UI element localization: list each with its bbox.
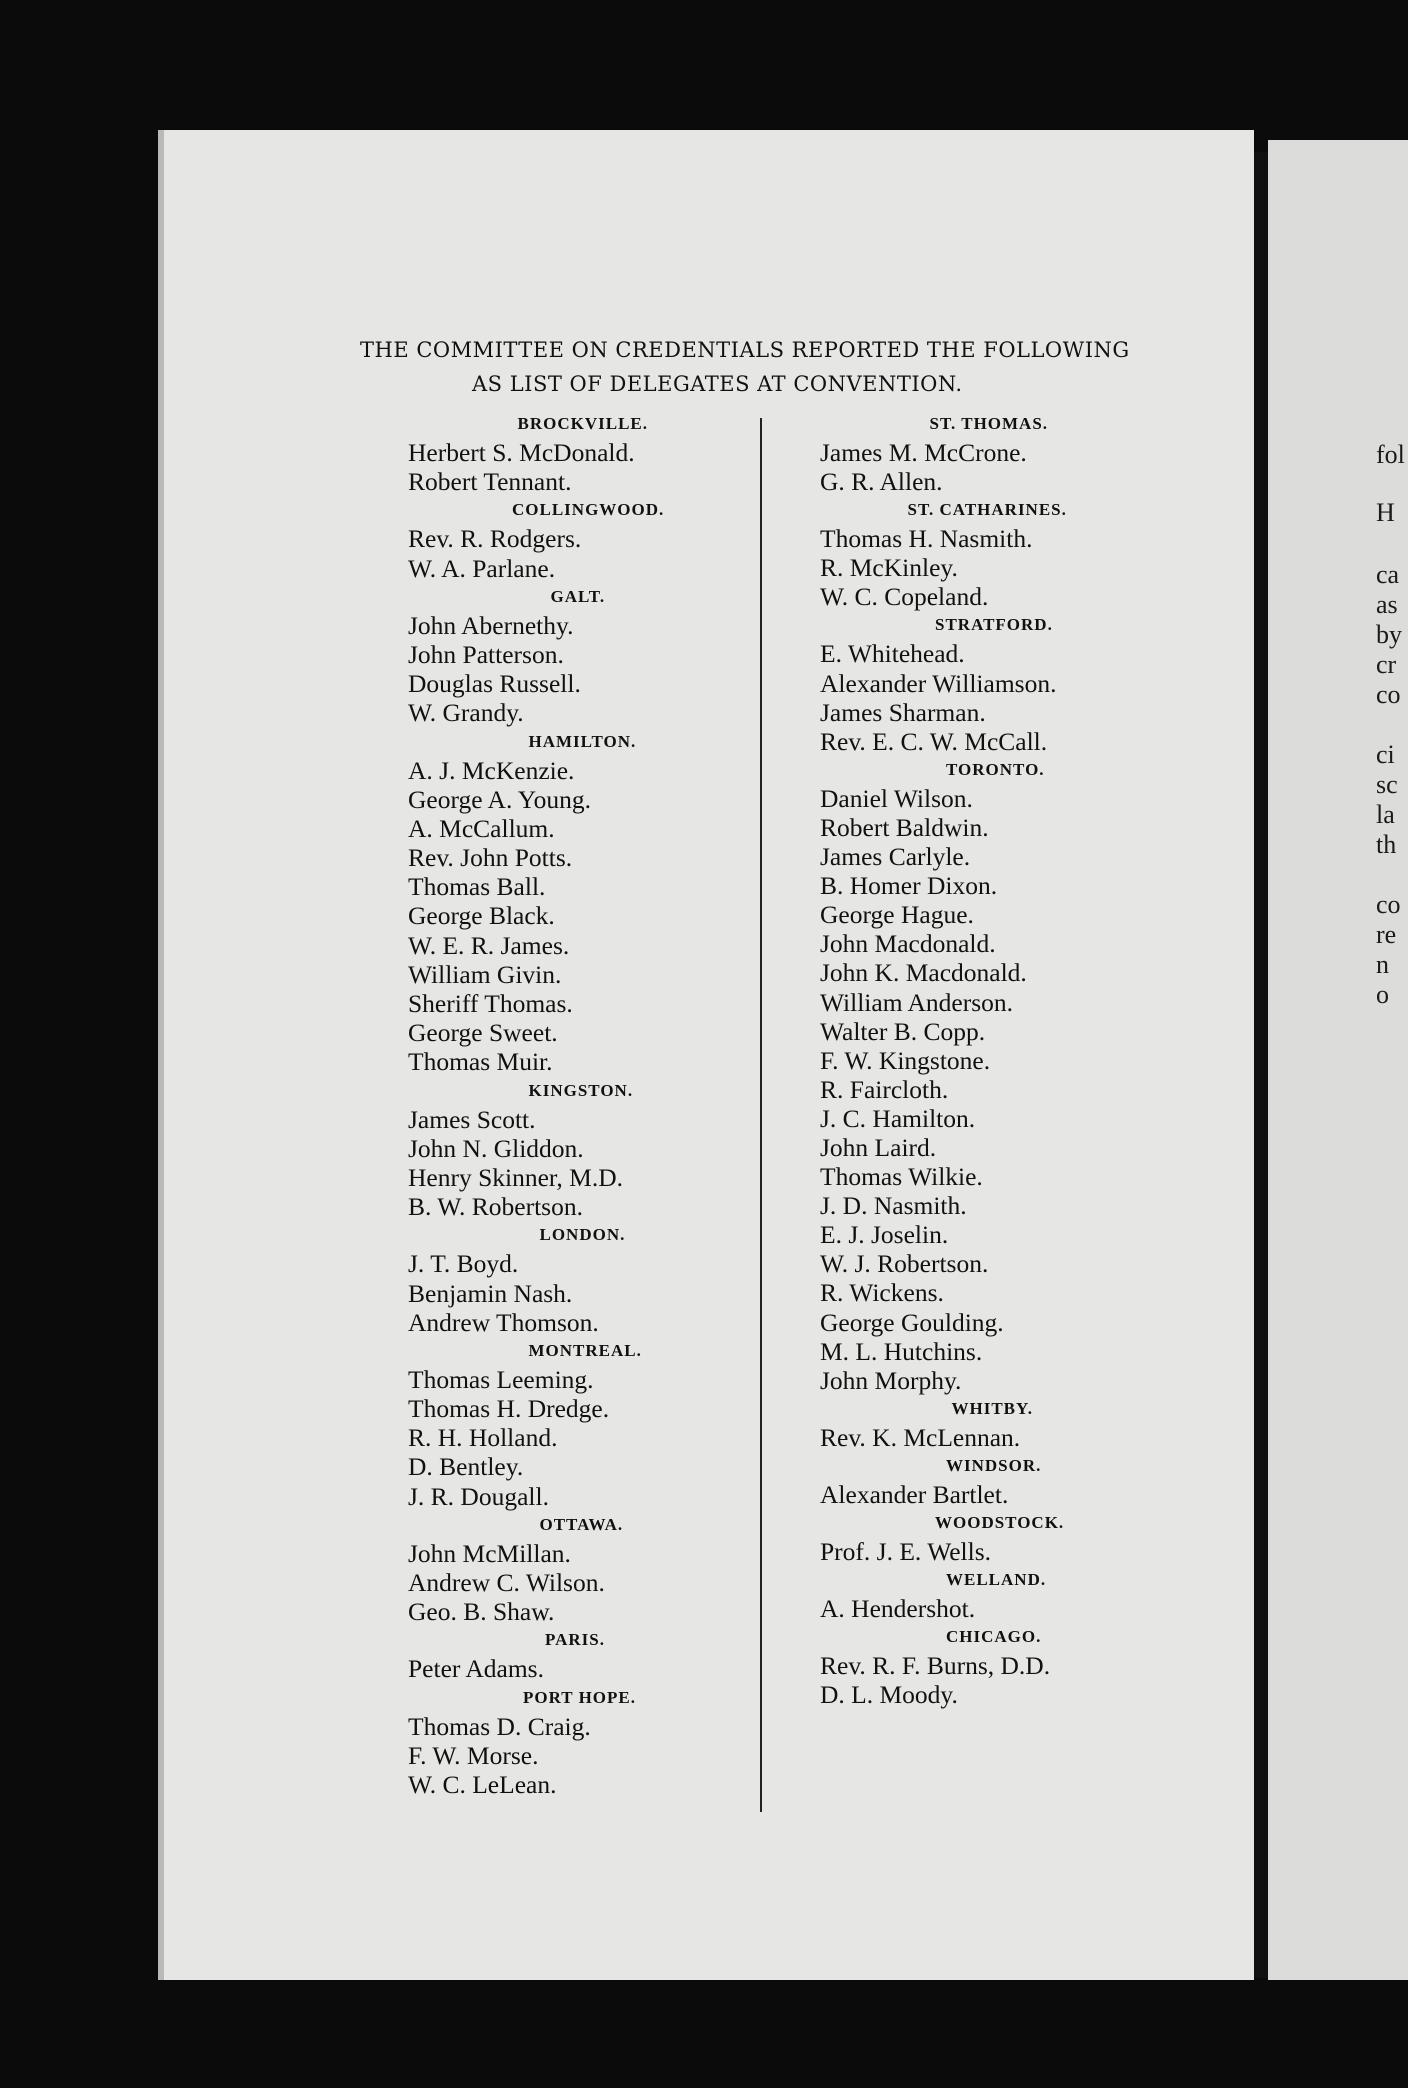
delegate-name: W. C. LeLean. xyxy=(408,1769,557,1799)
delegate-name: Thomas Leeming. xyxy=(408,1364,594,1394)
city-heading: ST. CATHARINES. xyxy=(907,500,1067,520)
delegate-name: W. J. Robertson. xyxy=(820,1249,989,1279)
delegate-name: J. D. Nasmith. xyxy=(820,1191,967,1221)
delegate-name: William Givin. xyxy=(408,959,562,989)
delegate-name: John Morphy. xyxy=(820,1365,962,1395)
delegate-name: James Sharman. xyxy=(820,697,986,727)
delegate-name: George Black. xyxy=(408,901,555,931)
delegate-name: John K. Macdonald. xyxy=(820,958,1027,988)
city-heading: STRATFORD. xyxy=(935,615,1053,635)
adjacent-page-text-fragment: cr xyxy=(1376,650,1397,679)
delegate-name: John Macdonald. xyxy=(820,929,996,959)
delegate-name: George Hague. xyxy=(820,900,974,930)
delegate-name: Thomas Muir. xyxy=(408,1047,553,1077)
adjacent-page-text-fragment: as xyxy=(1376,590,1398,619)
city-heading: MONTREAL. xyxy=(528,1340,642,1360)
delegate-name: R. McKinley. xyxy=(820,553,958,583)
city-heading: PORT HOPE. xyxy=(523,1687,636,1707)
adjacent-page-text-fragment: la xyxy=(1376,800,1395,829)
adjacent-page-text-fragment: o xyxy=(1376,980,1389,1009)
delegate-name: R. Faircloth. xyxy=(820,1074,949,1104)
delegate-name: Henry Skinner, M.D. xyxy=(408,1162,623,1192)
delegate-name: Sheriff Thomas. xyxy=(408,989,573,1018)
delegate-name: Benjamin Nash. xyxy=(408,1278,573,1308)
city-heading: TORONTO. xyxy=(946,759,1045,779)
page-gutter xyxy=(1254,152,1268,1978)
delegate-name: E. Whitehead. xyxy=(820,639,965,669)
delegates-left-column xyxy=(408,410,748,1799)
delegate-name: Herbert S. McDonald. xyxy=(408,438,635,467)
delegate-name: Daniel Wilson. xyxy=(820,783,973,813)
delegate-name: Rev. R. Rodgers. xyxy=(408,524,582,554)
delegate-name: Thomas H. Dredge. xyxy=(408,1394,610,1424)
delegate-name: Prof. J. E. Wells. xyxy=(820,1537,992,1566)
delegate-name: W. A. Parlane. xyxy=(408,553,556,583)
delegate-name: Robert Baldwin. xyxy=(820,812,989,842)
delegate-name: James M. McCrone. xyxy=(820,438,1027,467)
delegate-name: George A. Young. xyxy=(408,784,592,814)
delegate-name: Alexander Williamson. xyxy=(820,668,1057,698)
delegate-name: Alexander Bartlet. xyxy=(820,1479,1009,1509)
delegate-name: J. T. Boyd. xyxy=(408,1249,519,1279)
delegate-name: Thomas D. Craig. xyxy=(408,1711,591,1741)
delegate-name: E. J. Joselin. xyxy=(820,1220,949,1250)
city-heading: BROCKVILLE. xyxy=(517,414,648,433)
delegate-name: Thomas Wilkie. xyxy=(820,1162,983,1192)
column-divider xyxy=(760,418,762,1812)
delegate-name: A. McCallum. xyxy=(408,813,555,843)
delegate-name: B. Homer Dixon. xyxy=(820,871,998,901)
adjacent-page-text-fragment: co xyxy=(1376,680,1401,709)
delegate-name: John Abernethy. xyxy=(408,610,574,640)
delegate-name: Geo. B. Shaw. xyxy=(408,1597,555,1627)
delegate-name: A. J. McKenzie. xyxy=(408,755,575,785)
delegate-name: W. Grandy. xyxy=(408,698,524,728)
delegate-name: D. L. Moody. xyxy=(820,1680,958,1710)
city-heading: OTTAWA. xyxy=(539,1514,624,1534)
delegate-name: J. R. Dougall. xyxy=(408,1481,549,1511)
delegate-name: G. R. Allen. xyxy=(820,467,943,497)
adjacent-page-text-fragment: ca xyxy=(1376,560,1400,589)
delegate-name: Rev. E. C. W. McCall. xyxy=(820,726,1048,756)
delegate-name: R. H. Holland. xyxy=(408,1423,558,1453)
adjacent-page-text-fragment: th xyxy=(1376,830,1397,859)
adjacent-page-text-fragment: H xyxy=(1376,498,1395,527)
delegate-name: William Anderson. xyxy=(820,987,1014,1017)
delegate-name: Robert Tennant. xyxy=(408,467,572,497)
adjacent-page-text-fragment: sc xyxy=(1376,770,1398,799)
adjacent-page-text-fragment: fol xyxy=(1376,440,1405,469)
delegate-name: Rev. R. F. Burns, D.D. xyxy=(820,1651,1051,1681)
delegate-name: Andrew Thomson. xyxy=(408,1307,599,1337)
delegate-name: Thomas H. Nasmith. xyxy=(820,524,1033,554)
delegate-name: Andrew C. Wilson. xyxy=(408,1568,605,1597)
delegate-name: John Patterson. xyxy=(408,639,564,669)
city-heading: ST. THOMAS. xyxy=(929,414,1049,433)
city-heading: WELLAND. xyxy=(946,1570,1047,1590)
delegate-name: M. L. Hutchins. xyxy=(820,1336,983,1366)
delegate-name: F. W. Morse. xyxy=(408,1740,539,1770)
delegate-name: George Sweet. xyxy=(408,1018,558,1048)
delegate-name: Douglas Russell. xyxy=(408,669,581,699)
delegates-right-column xyxy=(820,410,1160,1709)
heading-line-2: AS LIST OF DELEGATES AT CONVENTION. xyxy=(472,372,963,396)
delegate-name: John Laird. xyxy=(820,1132,937,1162)
adjacent-page-text-fragment: co xyxy=(1376,890,1401,919)
delegate-name: John McMillan. xyxy=(408,1538,571,1568)
city-heading: HAMILTON. xyxy=(528,731,637,751)
delegate-name: George Goulding. xyxy=(820,1307,1004,1337)
city-heading: WINDSOR. xyxy=(946,1455,1042,1475)
delegate-name: A. Hendershot. xyxy=(820,1594,976,1624)
delegate-name: James Scott. xyxy=(408,1104,536,1134)
delegate-name: W. C. Copeland. xyxy=(820,582,989,612)
city-heading: COLLINGWOOD. xyxy=(512,500,665,520)
delegate-name: Walter B. Copp. xyxy=(820,1016,986,1046)
city-heading: WOODSTOCK. xyxy=(935,1513,1065,1532)
delegate-name: Rev. John Potts. xyxy=(408,843,573,873)
city-heading: WHITBY. xyxy=(951,1398,1033,1418)
adjacent-page-edge xyxy=(1268,140,1408,1980)
delegate-name: Rev. K. McLennan. xyxy=(820,1422,1021,1452)
adjacent-page-text-fragment: n xyxy=(1376,950,1389,979)
delegate-name: B. W. Robertson. xyxy=(408,1192,583,1222)
city-heading: GALT. xyxy=(550,586,606,606)
delegate-name: D. Bentley. xyxy=(408,1452,524,1482)
city-heading: CHICAGO. xyxy=(946,1627,1042,1647)
delegate-name: R. Wickens. xyxy=(820,1278,944,1308)
city-heading: PARIS. xyxy=(545,1630,605,1650)
city-heading: LONDON. xyxy=(539,1225,626,1245)
delegate-name: Peter Adams. xyxy=(408,1654,544,1684)
adjacent-page-text-fragment: re xyxy=(1376,920,1397,949)
adjacent-page-text-fragment: ci xyxy=(1376,740,1395,769)
city-heading: KINGSTON. xyxy=(528,1080,634,1100)
adjacent-page-text-fragment: by xyxy=(1376,620,1402,649)
heading-line-1: THE COMMITTEE ON CREDENTIALS REPORTED THE FOLLOWING xyxy=(360,338,1130,362)
delegate-name: John N. Gliddon. xyxy=(408,1133,584,1163)
delegate-name: J. C. Hamilton. xyxy=(820,1103,976,1133)
delegate-name: F. W. Kingstone. xyxy=(820,1045,991,1075)
delegate-name: Thomas Ball. xyxy=(408,872,546,902)
delegate-name: James Carlyle. xyxy=(820,842,971,872)
delegate-name: W. E. R. James. xyxy=(408,930,570,960)
